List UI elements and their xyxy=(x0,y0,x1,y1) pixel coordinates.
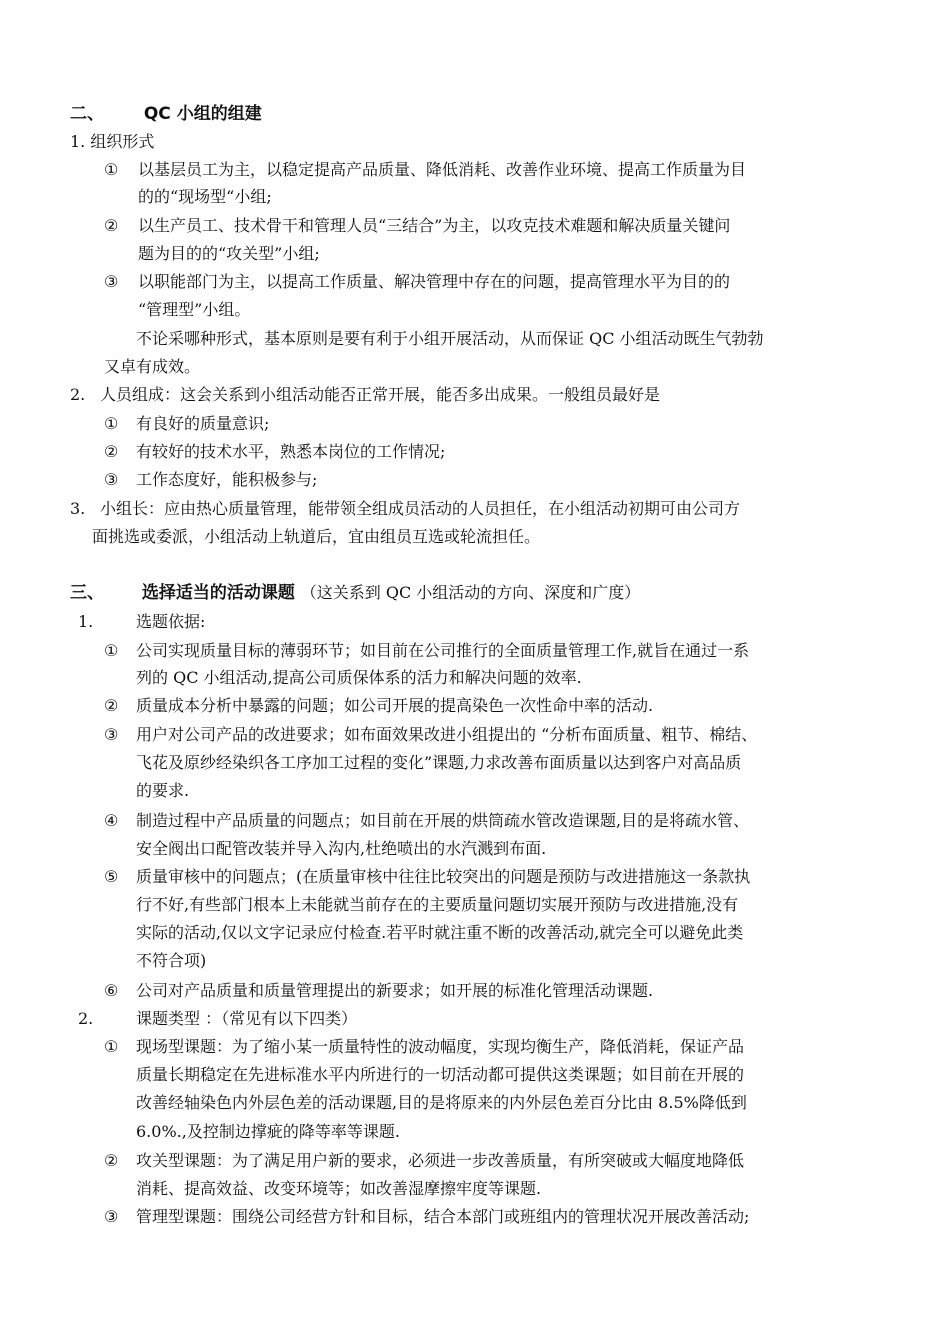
list-item-line: 列的 QC 小组活动,提高公司质保体系的活力和解决问题的效率. xyxy=(136,668,582,687)
list-item-line: 制造过程中产品质量的问题点；如目前在开展的烘筒疏水管改造课题,目的是将疏水管、 xyxy=(136,811,750,830)
list-item-line: 安全阀出口配管改装并导入沟内,杜绝喷出的水汽溅到布面. xyxy=(136,839,547,858)
section3-heading-title: 选择适当的活动课题 xyxy=(141,583,295,603)
circled-marker: ① xyxy=(104,1037,119,1056)
subsection-label: 课题类型 ：（常见有以下四类） xyxy=(136,1009,358,1028)
list-number: 2. xyxy=(78,1009,94,1028)
list-number: 2. xyxy=(70,385,86,404)
list-item-line: 行不好,有些部门根本上未能就当前存在的主要质量问题切实展开预防与改进措施,没有 xyxy=(136,895,739,914)
circled-marker: ③ xyxy=(104,470,119,489)
paragraph-line: 不论采哪种形式，基本原则是要有利于小组开展活动，从而保证 QC 小组活动既生气勃勃 xyxy=(136,329,764,348)
list-item-line: 质量成本分析中暴露的问题；如公司开展的提高染色一次性命中率的活动. xyxy=(136,696,654,715)
paragraph-line: 小组长：应由热心质量管理，能带领全组成员活动的人员担任，在小组活动初期可由公司方 xyxy=(100,499,741,518)
paragraph-line: 面挑选或委派，小组活动上轨道后，宜由组员互选或轮流担任。 xyxy=(92,527,541,546)
list-item-line: 不符合项) xyxy=(136,951,207,970)
circled-marker: ② xyxy=(104,216,119,235)
list-item-line: 以职能部门为主，以提高工作质量、解决管理中存在的问题，提高管理水平为目的的 xyxy=(138,272,731,291)
list-item-line: 用户对公司产品的改进要求；如布面效果改进小组提出的 “分析布面质量、粗节、棉结、 xyxy=(136,725,758,744)
list-item-line: 6.0%.,及控制边撑疵的降等率等课题. xyxy=(136,1122,400,1141)
list-item-line: 质量审核中的问题点；(在质量审核中往往比较突出的问题是预防与改进措施这一条款执 xyxy=(136,867,751,886)
paragraph-line: 又卓有成效。 xyxy=(104,357,201,376)
section3-heading-num: 三、 xyxy=(70,583,104,603)
list-item-line: 有良好的质量意识; xyxy=(136,414,270,433)
section2-p1-label: 1. 组织形式 xyxy=(70,132,155,151)
list-item-line: 管理型课题：围绕公司经营方针和目标，结合本部门或班组内的管理状况开展改善活动; xyxy=(136,1207,750,1226)
list-item-line: “管理型”小组。 xyxy=(138,300,251,319)
list-item-line: 公司对产品质量和质量管理提出的新要求；如开展的标准化管理活动课题. xyxy=(136,981,654,1000)
section2-heading xyxy=(70,103,262,125)
section3-heading-note: （这关系到 QC 小组活动的方向、深度和广度） xyxy=(300,583,641,602)
list-item-line: 工作态度好，能积极参与; xyxy=(136,470,318,489)
section2-heading-title: QC 小组的组建 xyxy=(143,104,262,124)
list-item-line: 改善经轴染色内外层色差的活动课题,目的是将原来的内外层色差百分比由 8.5%降低到 xyxy=(136,1093,747,1112)
circled-marker: ⑥ xyxy=(104,981,119,1000)
list-item-line: 的要求. xyxy=(136,781,190,800)
list-item-line: 质量长期稳定在先进标准水平内所进行的一切活动都可提供这类课题；如目前在开展的 xyxy=(136,1065,745,1084)
list-number: 1. xyxy=(78,612,94,631)
circled-marker: ⑤ xyxy=(104,867,119,886)
circled-marker: ③ xyxy=(104,1207,119,1226)
circled-marker: ③ xyxy=(104,725,119,744)
list-item-line: 以生产员工、技术骨干和管理人员“三结合”为主，以攻克技术难题和解决质量关键问 xyxy=(138,216,731,235)
circled-marker: ② xyxy=(104,1151,119,1170)
circled-marker: ① xyxy=(104,160,119,179)
circled-marker: ② xyxy=(104,442,119,461)
circled-marker: ④ xyxy=(104,811,119,830)
subsection-label: 选题依据: xyxy=(136,612,206,631)
circled-marker: ② xyxy=(104,696,119,715)
circled-marker: ① xyxy=(104,414,119,433)
section2-heading-num: 二、 xyxy=(70,104,104,124)
list-item-line: 题为目的的“攻关型”小组; xyxy=(138,244,320,263)
list-item-line: 现场型课题：为了缩小某一质量特性的波动幅度，实现均衡生产，降低消耗，保证产品 xyxy=(136,1037,745,1056)
paragraph-line: 人员组成：这会关系到小组活动能否正常开展，能否多出成果。一般组员最好是 xyxy=(100,385,661,404)
list-item-line: 飞花及原纱经染织各工序加工过程的变化”课题,力求改善布面质量以达到客户对高品质 xyxy=(136,753,742,772)
list-item-line: 实际的活动,仅以文字记录应付检查.若平时就注重不断的改善活动,就完全可以避免此类 xyxy=(136,923,744,942)
circled-marker: ① xyxy=(104,641,119,660)
list-item-line: 有较好的技术水平，熟悉本岗位的工作情况; xyxy=(136,442,446,461)
section3-heading xyxy=(70,582,640,604)
list-item-line: 公司实现质量目标的薄弱环节；如目前在公司推行的全面质量管理工作,就旨在通过一系 xyxy=(136,641,750,660)
list-item-line: 消耗、提高效益、改变环境等；如改善湿摩擦牢度等课题. xyxy=(136,1179,542,1198)
list-number: 3. xyxy=(70,499,86,518)
list-item-line: 以基层员工为主，以稳定提高产品质量、降低消耗、改善作业环境、提高工作质量为目 xyxy=(138,160,747,179)
list-item-line: 的的“现场型“小组; xyxy=(138,187,272,206)
list-item-line: 攻关型课题：为了满足用户新的要求，必须进一步改善质量，有所突破或大幅度地降低 xyxy=(136,1151,745,1170)
circled-marker: ③ xyxy=(104,272,119,291)
